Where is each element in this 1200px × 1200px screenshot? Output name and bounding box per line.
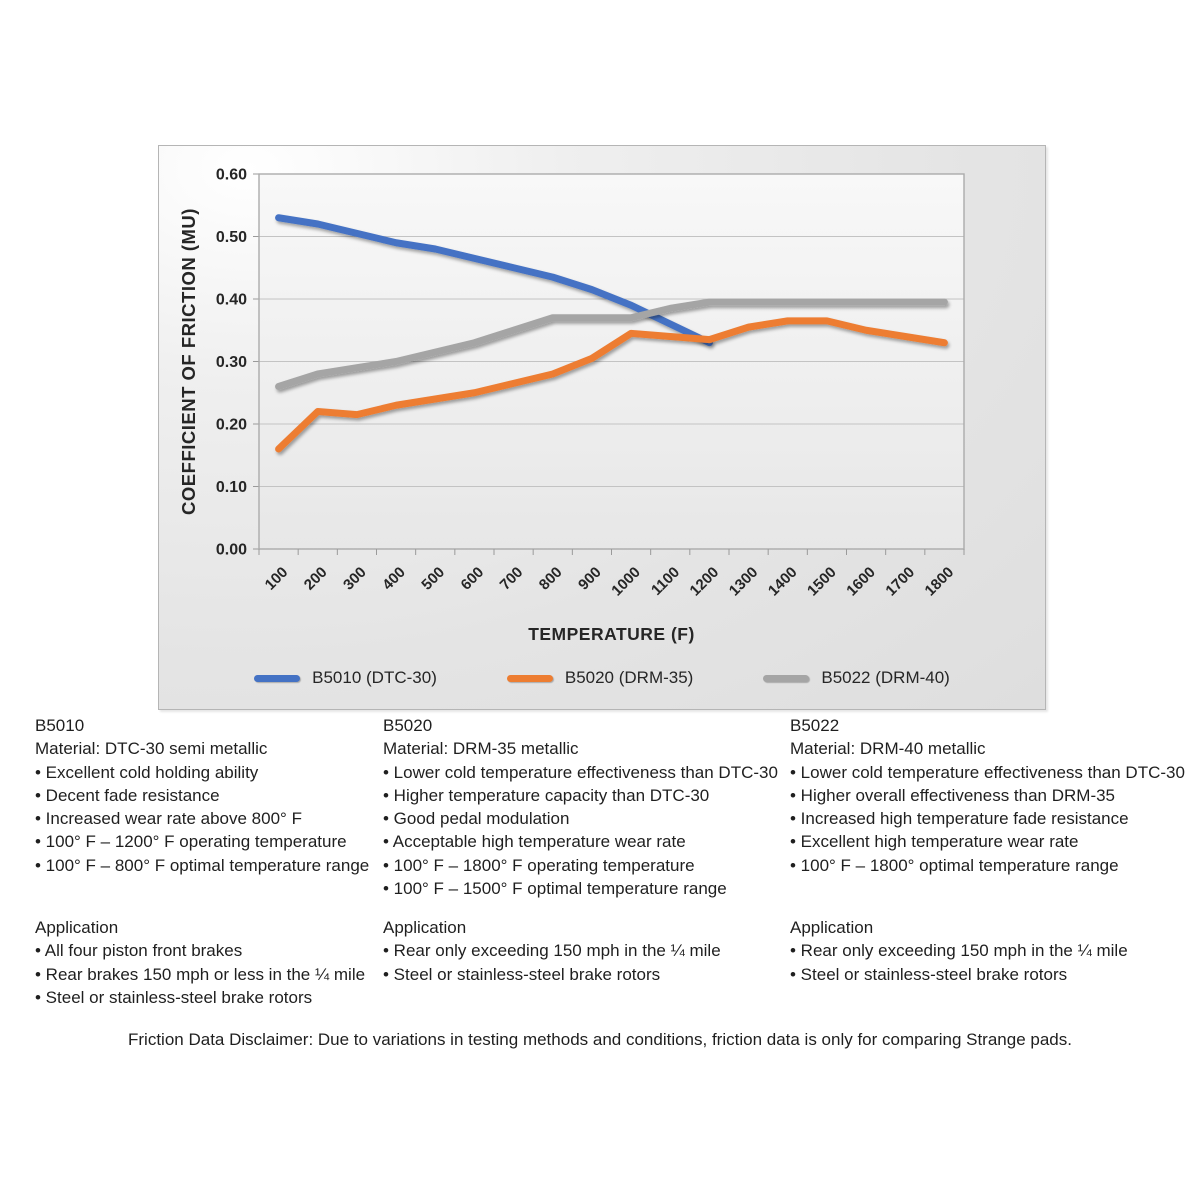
section-material: Material: DRM-35 metallic [383, 739, 579, 759]
x-tick-label: 400 [379, 563, 409, 594]
bullet-item: • Good pedal modulation [383, 809, 570, 829]
section-title: B5010 [35, 716, 85, 735]
chart-legend [159, 662, 1045, 694]
bullet-item: • Steel or stainless-steel brake rotors [35, 987, 313, 1007]
bullet-item: • Excellent high temperature wear rate [790, 832, 1079, 852]
bullet-item: • Lower cold temperature effectiveness than DTC-30 [383, 762, 778, 782]
application-heading: Application [35, 918, 119, 937]
x-tick-label: 1600 [843, 563, 879, 600]
bullet-item: • Excellent cold holding ability [35, 762, 259, 782]
section-material: Material: DTC-30 semi metallic [35, 739, 268, 759]
bullet-item: • 100° F – 1500° F optimal temperature range [383, 879, 727, 899]
application-bullet-list [383, 939, 790, 986]
y-tick-label: 0.10 [215, 479, 247, 496]
bullet-item: • 100° F – 1200° F operating temperature [35, 832, 347, 852]
bullet-item: • 100° F – 1800° optimal temperature range [790, 855, 1119, 875]
section-b5020-specs [383, 714, 790, 900]
bullet-item: • Increased wear rate above 800° F [35, 809, 302, 829]
x-tick-label: 1400 [764, 563, 801, 600]
section-bullet-list [790, 761, 1200, 877]
legend-swatch-blue-icon [254, 675, 300, 682]
bullet-item: • Acceptable high temperature wear rate [383, 832, 686, 852]
x-tick-label: 700 [496, 563, 527, 594]
x-tick-label: 900 [575, 563, 605, 594]
x-tick-label: 800 [535, 563, 566, 594]
section-bullet-list [383, 761, 790, 901]
section-b5020-application [383, 916, 790, 986]
x-tick-label: 600 [457, 563, 488, 594]
section-b5010-specs [35, 714, 383, 877]
legend-swatch-gray-icon [763, 675, 809, 682]
y-tick-label: 0.20 [215, 416, 247, 434]
x-tick-label: 1500 [804, 563, 840, 600]
x-axis-title: TEMPERATURE (F) [528, 624, 695, 644]
bullet-item: • Increased high temperature fade resistance [790, 809, 1129, 829]
bullet-item: • Higher temperature capacity than DTC-30 [383, 785, 710, 805]
bullet-item: • All four piston front brakes [35, 941, 243, 961]
x-tick-label: 1100 [648, 563, 684, 599]
x-tick-label: 200 [300, 563, 331, 594]
y-tick-label: 0.30 [215, 354, 247, 371]
y-axis-title: COEFFICIENT OF FRICTION (MU) [178, 208, 199, 515]
y-tick-label: 0.50 [215, 229, 247, 246]
application-heading: Application [383, 918, 467, 937]
bullet-item: • Rear only exceeding 150 mph in the ¼ mile [790, 941, 1128, 961]
bullet-item: • 100° F – 1800° F operating temperature [383, 855, 695, 875]
section-b5010-application [35, 916, 383, 1009]
application-bullet-list [35, 939, 383, 1009]
application-bullet-list [790, 939, 1200, 986]
x-tick-label: 1000 [608, 563, 644, 600]
section-title: B5020 [383, 716, 433, 735]
section-bullet-list [35, 761, 383, 877]
x-tick-label: 1300 [725, 563, 762, 600]
bullet-item: • Lower cold temperature effectiveness than DTC-30 [790, 762, 1185, 782]
bullet-item: • Steel or stainless-steel brake rotors [383, 964, 661, 984]
bullet-item: • Rear only exceeding 150 mph in the ¼ mile [383, 941, 721, 961]
y-tick-label: 0.40 [215, 291, 247, 309]
legend-item-b5022 [763, 668, 950, 688]
friction-chart-panel [158, 145, 1046, 710]
section-b5022-application [790, 916, 1200, 986]
x-tick-label: 1800 [921, 563, 958, 600]
bullet-item: • 100° F – 800° F optimal temperature range [35, 855, 370, 875]
application-heading: Application [790, 918, 874, 937]
friction-line-chart [159, 146, 1045, 709]
legend-label: B5020 (DRM-35) [564, 668, 694, 687]
legend-label: B5022 (DRM-40) [821, 668, 950, 687]
bullet-item: • Steel or stainless-steel brake rotors [790, 964, 1068, 984]
x-tick-label: 100 [261, 563, 292, 594]
friction-data-disclaimer: Friction Data Disclaimer: Due to variations in testing methods and conditions, friction data is only for comparing Strange pads. [128, 1030, 1072, 1049]
y-tick-label: 0.00 [215, 541, 247, 559]
legend-item-b5010 [254, 668, 437, 688]
x-tick-label: 1200 [686, 563, 723, 600]
bullet-item: • Decent fade resistance [35, 785, 220, 805]
x-tick-label: 500 [418, 563, 449, 594]
bullet-item: • Higher overall effectiveness than DRM-35 [790, 785, 1116, 805]
section-title: B5022 [790, 716, 840, 735]
section-material: Material: DRM-40 metallic [790, 739, 986, 759]
x-tick-label: 300 [340, 563, 370, 594]
legend-swatch-orange-icon [507, 675, 553, 682]
section-b5022-specs [790, 714, 1200, 877]
bullet-item: • Rear brakes 150 mph or less in the ¼ mile [35, 964, 366, 984]
y-tick-label: 0.60 [215, 166, 247, 184]
legend-label: B5010 (DTC-30) [312, 668, 437, 687]
legend-item-b5020 [507, 668, 694, 688]
x-tick-label: 1700 [882, 563, 919, 600]
